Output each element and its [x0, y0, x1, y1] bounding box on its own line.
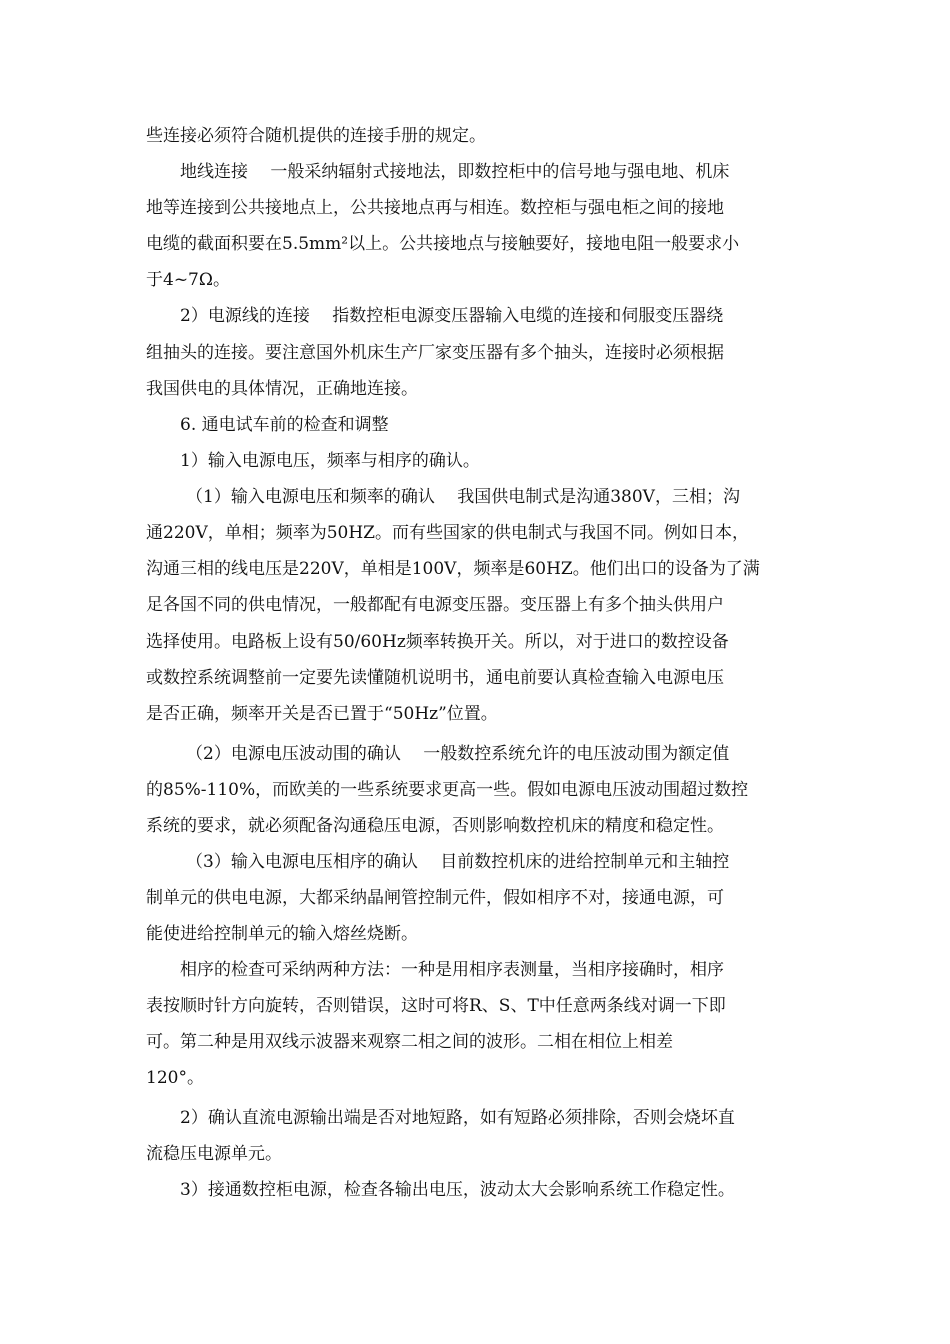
text-line: 能使进给控制单元的输入熔丝烧断。 — [146, 924, 418, 944]
text-line: 地线连接 一般采纳辐射式接地法，即数控柜中的信号地与强电地、机床 — [180, 162, 730, 182]
text-line: 是否正确，频率开关是否已置于“50Hz”位置。 — [146, 704, 498, 724]
text-line: 相序的检查可采纳两种方法：一种是用相序表测量，当相序接确时，相序 — [180, 960, 724, 980]
text-line: 选择使用。电路板上设有50/60Hz频率转换开关。所以，对于进口的数控设备 — [146, 632, 729, 652]
text-line: 表按顺时针方向旋转，否则错误，这时可将R、S、T中任意两条线对调一下即 — [146, 996, 726, 1016]
text-line: （1）输入电源电压和频率的确认 我国供电制式是沟通380V，三相；沟 — [186, 487, 740, 507]
text-line: 些连接必须符合随机提供的连接手册的规定。 — [146, 126, 486, 146]
text-line: 通220V，单相；频率为50HZ。而有些国家的供电制式与我国不同。例如日本， — [146, 523, 749, 543]
text-line: 或数控系统调整前一定要先读懂随机说明书，通电前要认真检查输入电源电压 — [146, 668, 724, 688]
text-line: 2）电源线的连接 指数控柜电源变压器输入电缆的连接和伺服变压器绕 — [180, 306, 724, 326]
text-line: 沟通三相的线电压是220V，单相是100V，频率是60HZ。他们出口的设备为了满 — [146, 559, 760, 579]
text-line: 2）确认直流电源输出端是否对地短路，如有短路必须排除，否则会烧坏直 — [180, 1108, 735, 1128]
text-line: 流稳压电源单元。 — [146, 1144, 282, 1164]
text-line: 的85%-110%，而欧美的一些系统要求更高一些。假如电源电压波动围超过数控 — [146, 780, 749, 800]
section-heading: 6. 通电试车前的检查和调整 — [180, 415, 389, 435]
text-line: （3）输入电源电压相序的确认 目前数控机床的进给控制单元和主轴控 — [186, 852, 730, 872]
text-line: 1）输入电源电压，频率与相序的确认。 — [180, 451, 480, 471]
text-line: 120°。 — [146, 1068, 204, 1088]
text-line: 组抽头的连接。要注意国外机床生产厂家变压器有多个抽头，连接时必须根据 — [146, 343, 724, 363]
text-line: 我国供电的具体情况，正确地连接。 — [146, 379, 418, 399]
text-line: 可。第二种是用双线示波器来观察二相之间的波形。二相在相位上相差 — [146, 1032, 673, 1052]
text-line: 电缆的截面积要在5.5mm²以上。公共接地点与接触要好，接地电阻一般要求小 — [146, 234, 740, 254]
text-line: 地等连接到公共接地点上，公共接地点再与相连。数控柜与强电柜之间的接地 — [146, 198, 724, 218]
text-line: 制单元的供电电源，大都采纳晶闸管控制元件，假如相序不对，接通电源，可 — [146, 888, 724, 908]
text-line: 于4~7Ω。 — [146, 270, 230, 290]
text-line: 3）接通数控柜电源，检查各输出电压，波动太大会影响系统工作稳定性。 — [180, 1180, 735, 1200]
text-line: （2）电源电压波动围的确认 一般数控系统允许的电压波动围为额定值 — [186, 744, 730, 764]
text-line: 足各国不同的供电情况，一般都配有电源变压器。变压器上有多个抽头供用户 — [146, 595, 724, 615]
text-line: 系统的要求，就必须配备沟通稳压电源，否则影响数控机床的精度和稳定性。 — [146, 816, 724, 836]
